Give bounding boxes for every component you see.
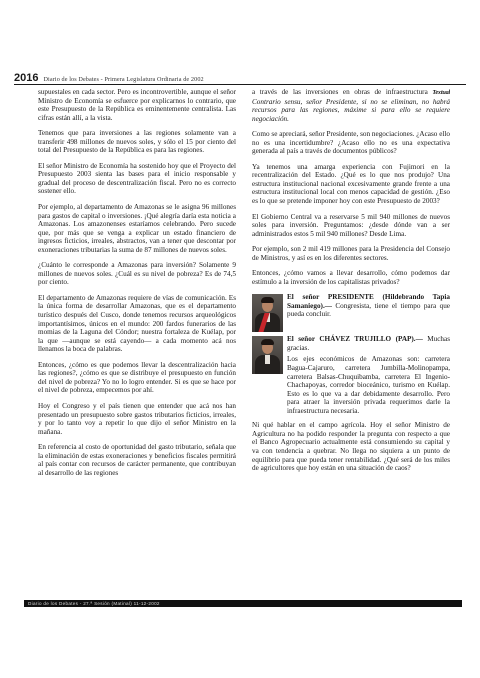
textual-mark: Textual: [432, 89, 450, 96]
paragraph: El señor Ministro de Economía ha sostenido hoy que el Proyecto del Presupuesto 2003 sienta las bases para el inicio responsable y gradual del proceso de descentralización fiscal. Pero no es correcto sostener ello.: [38, 161, 236, 196]
paragraph: Entonces, ¿cómo vamos a llevar desarrollo, cómo podemos dar estímulo a la inversión de los capitalistas privados?: [252, 269, 450, 286]
speaker-name: El señor PRESIDENTE (Hildebrando Tapia Samaniego).—: [287, 293, 450, 310]
paragraph: [252, 88, 450, 123]
paragraph: En referencia al costo de oportunidad del gasto tributario, señala que la eliminación de estas exoneraciones y beneficios fiscales permitirá al país contar con recursos de carácter permanente, que contribuyan al desarrollo de las regiones: [38, 443, 236, 477]
speaker-text: [287, 335, 450, 418]
paragraph-text: Contrario sensu, señor Presidente, si no se eliminan, no habrá recursos para las regiones, máxime si para ello se requiere negociación.: [252, 97, 450, 123]
page-footer: Diario de los Debates - 27.ª Sesión (Matinal) 11-12-2002: [24, 600, 462, 607]
paragraph: Por ejemplo, al departamento de Amazonas se le asigna 96 millones para gastos de capital o inversiones. ¡Qué alegría daría esta noticia a Amazonas. Los amazonenses estaríamos celebrando. Pero sucede que, por más que se venga a explicar un estado financiero de ingresos ficticios, irreales, abstractos, van a tener que descontar por exoneraciones tributarias la suma de 87 millones de nuevos soles.: [38, 203, 236, 254]
speaker-text: [287, 293, 450, 332]
right-column: [252, 88, 450, 594]
speaker-portrait-photo: [252, 336, 283, 374]
paragraph: Ni qué hablar en el campo agrícola. Hoy el señor Ministro de Agricultura no ha podido responder la pregunta con respecto a que el Banco Agropecuario actualmente está consumiendo su capital y va con tendencia a quebrar. No llega no siquiera a un punto de equilibrio para que pueda tener rentabilidad. ¿Qué será de los miles de agricultores que hoy están en una situación de caos?: [252, 421, 450, 473]
running-head: Diario de los Debates - Primera Legislatura Ordinaria de 2002: [43, 76, 204, 83]
paragraph: Entonces, ¿cómo es que podemos llevar la descentralización hacia las regiones?, ¿cómo es que se distribuye el presupuesto en función del nivel de pobreza? Yo no lo logro entender. Si es que se hace por el nivel de pobreza, empecemos por ahí.: [38, 360, 236, 395]
speaker-remark: Congresista, tiene el tiempo para que pueda concluir.: [287, 301, 450, 319]
speaker-block-chavez: [252, 335, 450, 418]
left-column: [38, 88, 236, 594]
paragraph: Hoy el Congreso y el país tienen que entender que acá nos han presentado un presupuesto sobre gastos tributarios ficticios, irreales, y por lo tanto voy a repetir lo que dijo el señor Ministro en la mañana.: [38, 401, 236, 436]
speaker-block-president: [252, 293, 450, 332]
speaker-name: El señor CHÁVEZ TRUJILLO (PAP).—: [287, 335, 423, 344]
paragraph: El Gobierno Central va a reservarse 5 mil 940 millones de nuevos soles para inversión. Preguntamos: ¿desde dónde van a ser administrados estos 5 mil 940 millones? Desde Lima.: [252, 212, 450, 238]
paragraph: Por ejemplo, son 2 mil 419 millones para la Presidencia del Consejo de Ministros, y así es en los diferentes sectores.: [252, 245, 450, 262]
speaker-portrait-photo: [252, 294, 283, 332]
speaker-remark: Muchas gracias.: [287, 335, 450, 352]
paragraph: Tenemos que para inversiones a las regiones solamente van a transferir 498 millones de nuevos soles, y sólo el 15 por ciento del total del Presupuesto de la República es para las regiones.: [38, 129, 236, 155]
header-rule: [14, 84, 466, 85]
page-number: 2016: [14, 72, 39, 84]
paragraph: El departamento de Amazonas requiere de vías de comunicación. Es la única forma de desarrollar Amazonas, que es el departamento turístico después del Cusco, donde tenemos recursos arqueológicos importantísimos, únicos en el mundo: 200 fardos funerarios de las momias de la Laguna del Cóndor; nuestra fortaleza de Kuélap, por la que —aunque se está cayendo— a cada momento acá nos llenamos la boca de palabras.: [38, 293, 236, 354]
text-columns: [38, 88, 452, 594]
paragraph: Los ejes económicos de Amazonas son: carretera Bagua-Cajaruro, carretera Jumbilla-Molinopampa, carretera Balsas-Chuquibamba, carretera El Ingenio-Chachapoyas, corredor bioceánico, turismo en Kuélap. Esto es lo que va a dar debidamente desarrollo. Pero para atraer la inversión privada requerimos darle la infraestructura necesaria.: [287, 355, 450, 415]
paragraph: supuestales en cada sector. Pero es incontrovertible, aunque el señor Ministro de Economía se esfuerce por explicarnos lo contrario, que este Presupuesto de la República es eminentemente centralista. Las cifras están allí, a la vista.: [38, 88, 236, 122]
paragraph: ¿Cuánto le corresponde a Amazonas para inversión? Solamente 9 millones de nuevos soles. ¿Cuál es su nivel de pobreza? Es de 74,5 por ciento.: [38, 261, 236, 287]
paragraph: Ya tenemos una amarga experiencia con Fujimori en la recentralización del Estado. ¿Qué es lo que nos produjo? Una estructura institucional nacional excesivamente grande frente a una estructura institucional local con menos capacidad de gestión. ¿Eso es lo que se pretende imponer hoy con este Presupuesto de 2003?: [252, 162, 450, 206]
paragraph-text: a través de las inversiones en obras de infraestructura: [252, 88, 428, 96]
paragraph: Como se apreciará, señor Presidente, son negociaciones. ¿Acaso ello no es una incertidumbre? ¿Acaso ello no es una expectativa generada al país a través de documentos públicos?: [252, 130, 450, 156]
